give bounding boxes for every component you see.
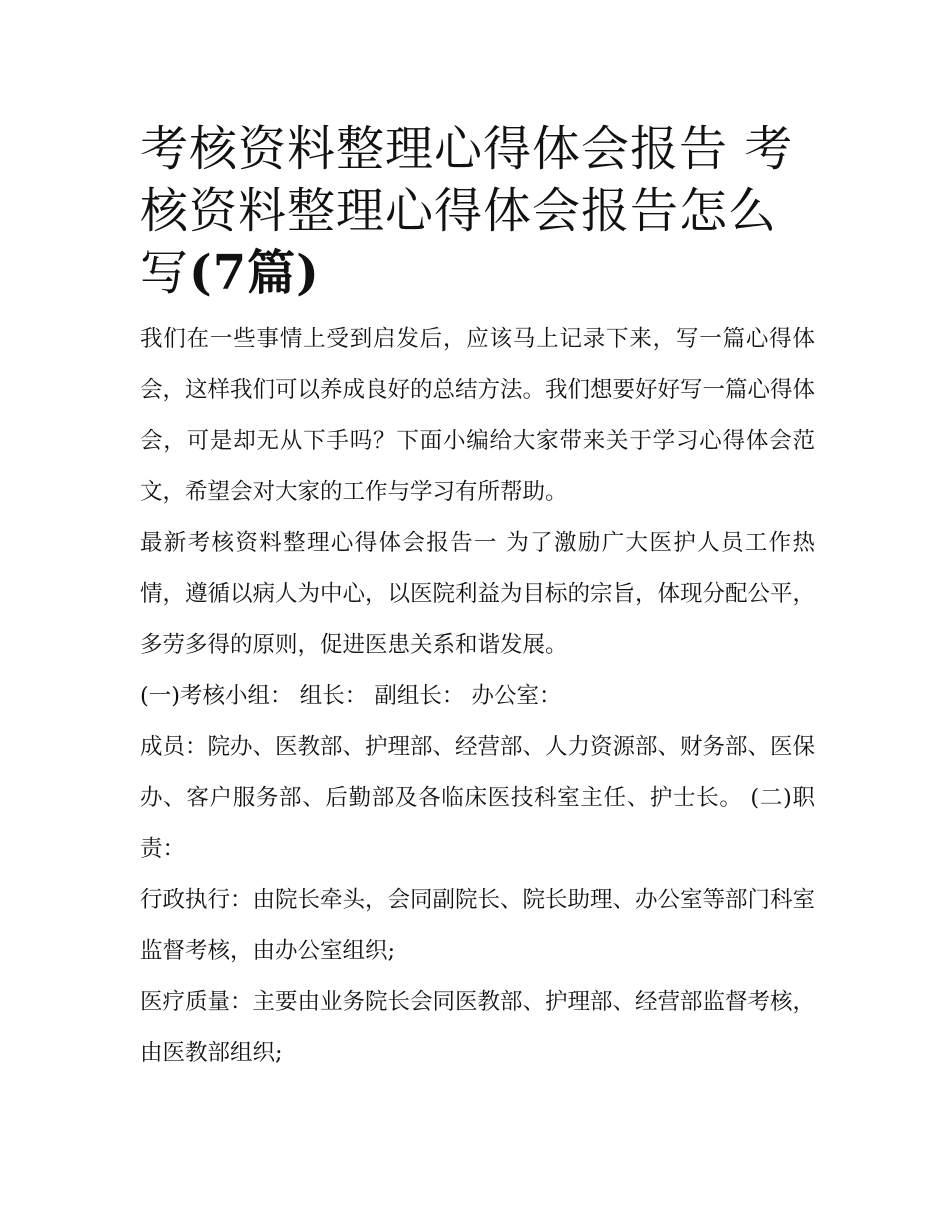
document-title-suffix: (7篇) xyxy=(189,245,320,301)
document-title xyxy=(140,118,815,304)
members-paragraph: 成员：院办、医教部、护理部、经营部、人力资源部、财务部、医保办、客户服务部、后勤部及各临床医技科室主任、护士长。 (二)职责： xyxy=(140,734,816,862)
document-page xyxy=(140,118,815,1079)
medical-quality-paragraph: 医疗质量：主要由业务院长会同医教部、护理部、经营部监督考核，由医教部组织; xyxy=(140,989,816,1066)
intro-paragraph: 我们在一些事情上受到启发后，应该马上记录下来，写一篇心得体会，这样我们可以养成良好的总结方法。我们想要好好写一篇心得体会，可是却无从下手吗？下面小编给大家带来关于学习心得体会范文，希望会对大家的工作与学习有所帮助。 xyxy=(140,326,816,505)
administrative-paragraph: 行政执行：由院长牵头，会同副院长、院长助理、办公室等部门科室监督考核，由办公室组织; xyxy=(140,887,816,964)
report-one-paragraph: 最新考核资料整理心得体会报告一 为了激励广大医护人员工作热情，遵循以病人为中心，以医院利益为目标的宗旨，体现分配公平，多劳多得的原则，促进医患关系和谐发展。 xyxy=(140,530,816,658)
assessment-group-paragraph: (一)考核小组： 组长： 副组长： 办公室： xyxy=(140,683,562,709)
document-title-main: 考核资料整理心得体会报告 考核资料整理心得体会报告怎么写 xyxy=(140,121,794,301)
